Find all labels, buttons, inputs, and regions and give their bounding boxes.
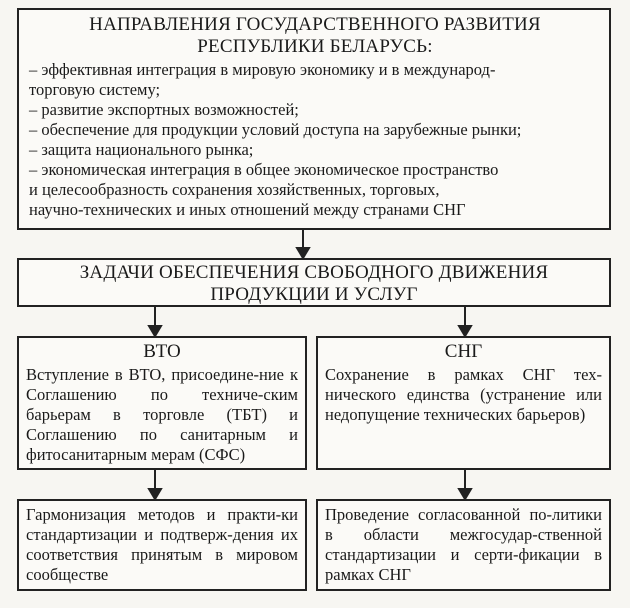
arrowhead-middle-to-wto: [149, 326, 161, 336]
middle-title-line1: ЗАДАЧИ ОБЕСПЕЧЕНИЯ СВОБОДНОГО ДВИЖЕНИЯ: [79, 262, 549, 283]
wto-box: [17, 336, 307, 470]
direction-line-8: научно-технических и иных отношений между странами СНГ: [29, 200, 466, 219]
cis-heading: СНГ: [444, 341, 483, 362]
direction-line-7: и целесообразность сохранения хозяйственных, торговых,: [29, 180, 440, 199]
cis-box: [316, 336, 611, 470]
wto-heading: ВТО: [143, 341, 181, 362]
wto-text: Вступление в ВТО, присоедине-ние к Соглашению по техниче-ским барьерам в торговле (ТБТ) и Соглашению по санитарным и фитосанитарным мерам (СФС): [26, 365, 298, 464]
wto-result-text: Гармонизация методов и практи-ки стандартизации и подтверж-дения их соответствия принятым в мировом сообществе: [26, 505, 298, 584]
direction-line-4: – обеспечение для продукции условий доступа на зарубежные рынки;: [29, 120, 522, 139]
arrowhead-cis-to-result: [459, 489, 471, 499]
cis-text: Сохранение в рамках СНГ тех-нического единства (устранение или недопущение технических барьеров): [325, 365, 602, 424]
wto-result-box: [17, 499, 307, 591]
top-title-line1: НАПРАВЛЕНИЯ ГОСУДАРСТВЕННОГО РАЗВИТИЯ: [89, 14, 541, 35]
middle-title-line2: ПРОДУКЦИИ И УСЛУГ: [210, 284, 418, 305]
direction-line-1: – эффективная интеграция в мировую экономику и в международ-: [29, 60, 496, 79]
arrowhead-middle-to-cis: [459, 326, 471, 336]
top-title-line2: РЕСПУБЛИКИ БЕЛАРУСЬ:: [197, 36, 433, 57]
arrowhead-top-to-middle: [297, 248, 309, 258]
direction-line-2: торговую систему;: [29, 80, 161, 99]
direction-line-6: – экономическая интеграция в общее экономическое пространство: [29, 160, 499, 179]
arrowhead-wto-to-result: [149, 489, 161, 499]
cis-result-box: [316, 499, 611, 591]
direction-line-3: – развитие экспортных возможностей;: [29, 100, 299, 119]
free-movement-tasks-box: [17, 258, 611, 307]
cis-result-text: Проведение согласованной по-литики в области межгосудар-ственной стандартизации и серти-фикации в рамках СНГ: [325, 505, 602, 584]
state-development-directions-box: [17, 8, 611, 230]
direction-line-5: – защита национального рынка;: [29, 140, 254, 159]
